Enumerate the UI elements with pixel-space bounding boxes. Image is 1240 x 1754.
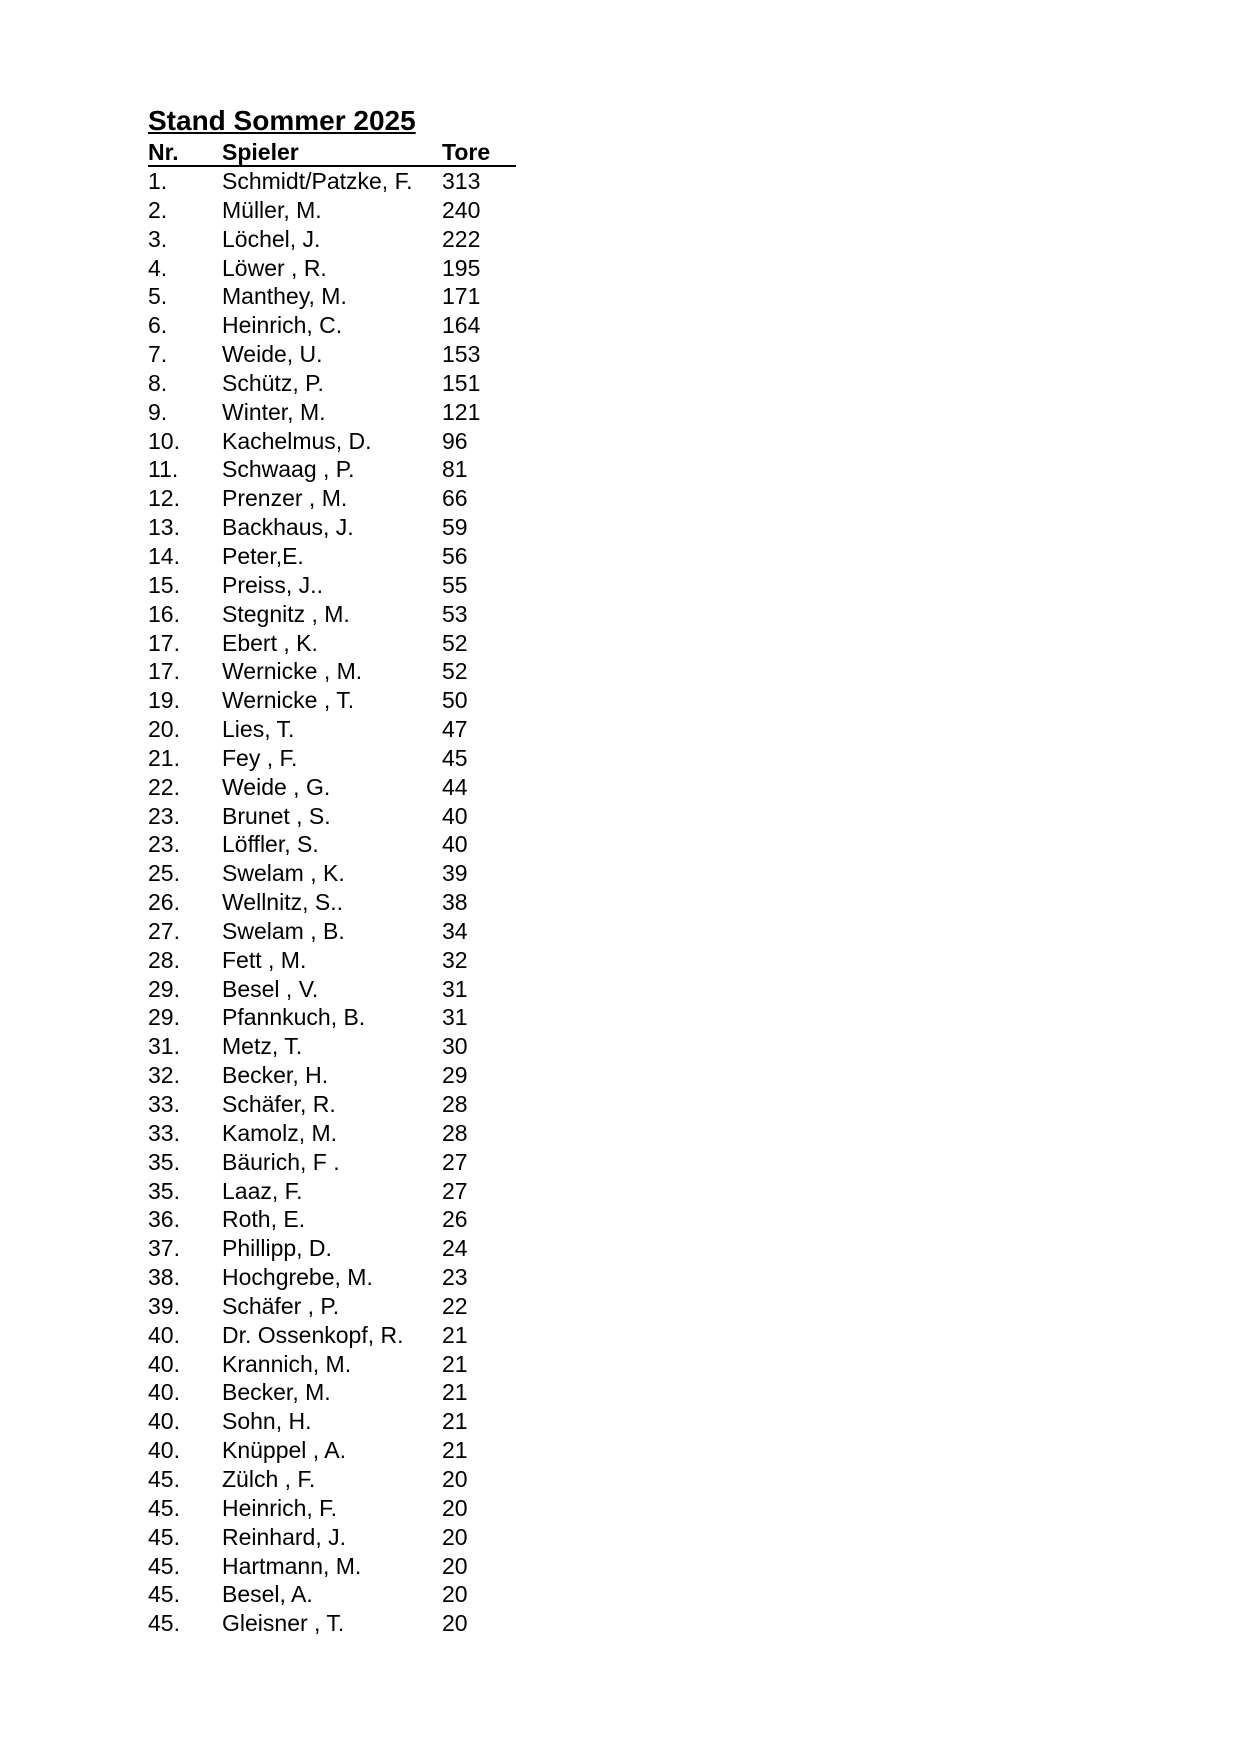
goals-cell: 26 <box>442 1206 468 1233</box>
goals-cell: 222 <box>442 225 481 252</box>
rank-cell: 45. <box>148 1581 180 1608</box>
table-row <box>148 917 528 946</box>
table-row <box>148 542 528 571</box>
player-cell: Zülch , F. <box>222 1465 316 1492</box>
table-row <box>148 282 528 311</box>
table-row <box>148 1350 528 1379</box>
player-cell: Phillipp, D. <box>222 1235 332 1262</box>
table-row <box>148 1494 528 1523</box>
table-row <box>148 946 528 975</box>
player-cell: Schäfer , P. <box>222 1292 340 1319</box>
goals-cell: 20 <box>442 1581 468 1608</box>
rank-cell: 6. <box>148 312 168 339</box>
player-cell: Bäurich, F . <box>222 1148 340 1175</box>
rank-cell: 1. <box>148 168 168 194</box>
player-cell: Metz, T. <box>222 1033 303 1060</box>
goals-cell: 52 <box>442 658 468 685</box>
player-cell: Hochgrebe, M. <box>222 1264 373 1291</box>
player-cell: Fey , F. <box>222 744 298 771</box>
rank-cell: 8. <box>148 369 168 396</box>
rank-cell: 5. <box>148 283 168 310</box>
player-cell: Schwaag , P. <box>222 456 355 483</box>
table-row <box>148 802 528 831</box>
rank-cell: 11. <box>148 456 179 483</box>
player-cell: Hartmann, M. <box>222 1552 362 1579</box>
player-cell: Swelam , B. <box>222 917 345 944</box>
table-row <box>148 715 528 744</box>
header-player: Spieler <box>222 139 299 165</box>
table-row <box>148 1119 528 1148</box>
rank-cell: 35. <box>148 1177 180 1204</box>
goals-cell: 56 <box>442 542 468 569</box>
table-row <box>148 686 528 715</box>
rank-cell: 23. <box>148 802 180 829</box>
table-row <box>148 744 528 773</box>
goals-cell: 31 <box>442 1004 468 1031</box>
goals-cell: 20 <box>442 1494 468 1521</box>
player-cell: Weide, U. <box>222 341 323 368</box>
rank-cell: 45. <box>148 1494 180 1521</box>
player-cell: Knüppel , A. <box>222 1437 347 1464</box>
standings-sheet <box>148 104 528 1638</box>
rank-cell: 2. <box>148 196 168 223</box>
table-row <box>148 1552 528 1581</box>
player-cell: Schmidt/Patzke, F. <box>222 168 413 194</box>
table-row <box>148 1465 528 1494</box>
table-row <box>148 1177 528 1206</box>
player-cell: Reinhard, J. <box>222 1523 347 1550</box>
rank-cell: 45. <box>148 1610 180 1637</box>
goals-cell: 21 <box>442 1321 468 1348</box>
rank-cell: 37. <box>148 1235 180 1262</box>
player-cell: Becker, H. <box>222 1062 329 1089</box>
rank-cell: 33. <box>148 1119 180 1146</box>
player-cell: Löchel, J. <box>222 225 321 252</box>
player-cell: Schäfer, R. <box>222 1091 336 1117</box>
goals-cell: 27 <box>442 1177 468 1204</box>
table-row <box>148 196 528 225</box>
player-cell: Lies, T. <box>222 716 295 743</box>
player-cell: Pfannkuch, B. <box>222 1004 366 1031</box>
table-row <box>148 1148 528 1177</box>
table-row <box>148 773 528 802</box>
rank-cell: 19. <box>148 687 180 714</box>
player-cell: Krannich, M. <box>222 1350 352 1377</box>
rank-cell: 4. <box>148 254 168 281</box>
goals-cell: 30 <box>442 1033 468 1060</box>
table-row <box>148 225 528 254</box>
header-goals: Tore <box>442 139 491 165</box>
table-row <box>148 830 528 859</box>
table-row <box>148 1032 528 1061</box>
table-header <box>148 138 516 167</box>
rank-cell: 45. <box>148 1552 180 1579</box>
table-row <box>148 1407 528 1436</box>
player-cell: Besel, A. <box>222 1581 313 1608</box>
rank-cell: 31. <box>148 1033 180 1060</box>
player-cell: Heinrich, F. <box>222 1494 338 1521</box>
rank-cell: 3. <box>148 225 168 252</box>
player-cell: Schütz, P. <box>222 369 324 396</box>
player-cell: Becker, M. <box>222 1379 331 1406</box>
table-row <box>148 888 528 917</box>
rank-cell: 35. <box>148 1148 180 1175</box>
goals-cell: 47 <box>442 716 468 743</box>
player-cell: Heinrich, C. <box>222 312 343 339</box>
rank-cell: 26. <box>148 889 180 916</box>
rank-cell: 15. <box>148 571 180 598</box>
goals-cell: 20 <box>442 1610 468 1637</box>
goals-cell: 28 <box>442 1091 468 1117</box>
table-row <box>148 1523 528 1552</box>
goals-cell: 24 <box>442 1235 468 1262</box>
player-cell: Peter,E. <box>222 542 304 569</box>
rank-cell: 12. <box>148 485 180 512</box>
rank-cell: 20. <box>148 716 180 743</box>
goals-cell: 52 <box>442 629 468 656</box>
rank-cell: 14. <box>148 542 180 569</box>
table-row <box>148 254 528 283</box>
goals-cell: 59 <box>442 514 468 541</box>
goals-cell: 96 <box>442 427 468 454</box>
table-row <box>148 1263 528 1292</box>
goals-cell: 20 <box>442 1552 468 1579</box>
table-row <box>148 975 528 1004</box>
rank-cell: 45. <box>148 1523 180 1550</box>
goals-cell: 21 <box>442 1350 468 1377</box>
goals-cell: 171 <box>442 283 481 310</box>
table-row <box>148 629 528 658</box>
rank-cell: 29. <box>148 975 180 1002</box>
goals-cell: 34 <box>442 917 468 944</box>
goals-cell: 32 <box>442 946 468 973</box>
goals-cell: 28 <box>442 1119 468 1146</box>
player-cell: Sohn, H. <box>222 1408 312 1435</box>
rank-cell: 23. <box>148 831 180 858</box>
goals-cell: 40 <box>442 802 468 829</box>
rank-cell: 13. <box>148 514 180 541</box>
table-row <box>148 340 528 369</box>
table-row <box>148 571 528 600</box>
rank-cell: 33. <box>148 1091 180 1117</box>
goals-cell: 53 <box>442 600 468 627</box>
player-cell: Laaz, F. <box>222 1177 303 1204</box>
rank-cell: 9. <box>148 398 168 425</box>
table-row <box>148 167 528 196</box>
rank-cell: 39. <box>148 1292 180 1319</box>
goals-cell: 66 <box>442 485 468 512</box>
table-row <box>148 1436 528 1465</box>
goals-cell: 313 <box>442 168 481 194</box>
rank-cell: 36. <box>148 1206 180 1233</box>
standings-list <box>148 167 528 1638</box>
rank-cell: 40. <box>148 1437 180 1464</box>
rank-cell: 40. <box>148 1408 180 1435</box>
player-cell: Manthey, M. <box>222 283 347 310</box>
player-cell: Gleisner , T. <box>222 1610 345 1637</box>
player-cell: Swelam , K. <box>222 860 345 887</box>
goals-cell: 21 <box>442 1408 468 1435</box>
goals-cell: 151 <box>442 369 481 396</box>
rank-cell: 25. <box>148 860 180 887</box>
player-cell: Roth, E. <box>222 1206 306 1233</box>
goals-cell: 23 <box>442 1264 468 1291</box>
table-row <box>148 369 528 398</box>
rank-cell: 7. <box>148 341 168 368</box>
rank-cell: 27. <box>148 917 180 944</box>
table-row <box>148 1580 528 1609</box>
goals-cell: 164 <box>442 312 481 339</box>
rank-cell: 29. <box>148 1004 180 1031</box>
player-cell: Kachelmus, D. <box>222 427 372 454</box>
player-cell: Stegnitz , M. <box>222 600 350 627</box>
player-cell: Dr. Ossenkopf, R. <box>222 1321 404 1348</box>
player-cell: Fett , M. <box>222 946 307 973</box>
table-row <box>148 600 528 629</box>
player-cell: Wellnitz, S.. <box>222 889 343 916</box>
player-cell: Besel , V. <box>222 975 319 1002</box>
table-row <box>148 484 528 513</box>
goals-cell: 22 <box>442 1292 468 1319</box>
rank-cell: 32. <box>148 1062 180 1089</box>
goals-cell: 153 <box>442 341 481 368</box>
player-cell: Wernicke , M. <box>222 658 363 685</box>
rank-cell: 45. <box>148 1465 180 1492</box>
rank-cell: 17. <box>148 629 180 656</box>
rank-cell: 17. <box>148 658 180 685</box>
table-row <box>148 1378 528 1407</box>
rank-cell: 38. <box>148 1264 180 1291</box>
goals-cell: 31 <box>442 975 468 1002</box>
player-cell: Weide , G. <box>222 773 331 800</box>
player-cell: Ebert , K. <box>222 629 318 656</box>
rank-cell: 10. <box>148 427 180 454</box>
rank-cell: 40. <box>148 1350 180 1377</box>
page-title: Stand Sommer 2025 <box>148 105 416 136</box>
rank-cell: 40. <box>148 1379 180 1406</box>
table-row <box>148 311 528 340</box>
player-cell: Prenzer , M. <box>222 485 348 512</box>
player-cell: Winter, M. <box>222 398 326 425</box>
goals-cell: 20 <box>442 1523 468 1550</box>
table-row <box>148 1321 528 1350</box>
goals-cell: 240 <box>442 196 481 223</box>
goals-cell: 44 <box>442 773 468 800</box>
goals-cell: 27 <box>442 1148 468 1175</box>
table-row <box>148 1609 528 1638</box>
table-row <box>148 455 528 484</box>
goals-cell: 50 <box>442 687 468 714</box>
rank-cell: 16. <box>148 600 180 627</box>
goals-cell: 195 <box>442 254 481 281</box>
rank-cell: 21. <box>148 744 180 771</box>
table-row <box>148 1234 528 1263</box>
player-cell: Backhaus, J. <box>222 514 354 541</box>
player-cell: Müller, M. <box>222 196 322 223</box>
table-row <box>148 427 528 456</box>
table-row <box>148 1292 528 1321</box>
table-row <box>148 1061 528 1090</box>
table-row <box>148 859 528 888</box>
table-row <box>148 398 528 427</box>
goals-cell: 20 <box>442 1465 468 1492</box>
player-cell: Kamolz, M. <box>222 1119 338 1146</box>
goals-cell: 21 <box>442 1437 468 1464</box>
goals-cell: 29 <box>442 1062 468 1089</box>
player-cell: Preiss, J.. <box>222 571 323 598</box>
rank-cell: 22. <box>148 773 180 800</box>
rank-cell: 40. <box>148 1321 180 1348</box>
header-nr: Nr. <box>148 139 179 165</box>
player-cell: Löwer , R. <box>222 254 327 281</box>
goals-cell: 121 <box>442 398 481 425</box>
goals-cell: 21 <box>442 1379 468 1406</box>
table-row <box>148 1090 528 1119</box>
goals-cell: 45 <box>442 744 468 771</box>
player-cell: Wernicke , T. <box>222 687 355 714</box>
table-row <box>148 1205 528 1234</box>
rank-cell: 28. <box>148 946 180 973</box>
goals-cell: 81 <box>442 456 468 483</box>
goals-cell: 39 <box>442 860 468 887</box>
table-row <box>148 657 528 686</box>
table-row <box>148 1003 528 1032</box>
player-cell: Löffler, S. <box>222 831 319 858</box>
goals-cell: 40 <box>442 831 468 858</box>
goals-cell: 38 <box>442 889 468 916</box>
table-row <box>148 513 528 542</box>
player-cell: Brunet , S. <box>222 802 331 829</box>
goals-cell: 55 <box>442 571 468 598</box>
